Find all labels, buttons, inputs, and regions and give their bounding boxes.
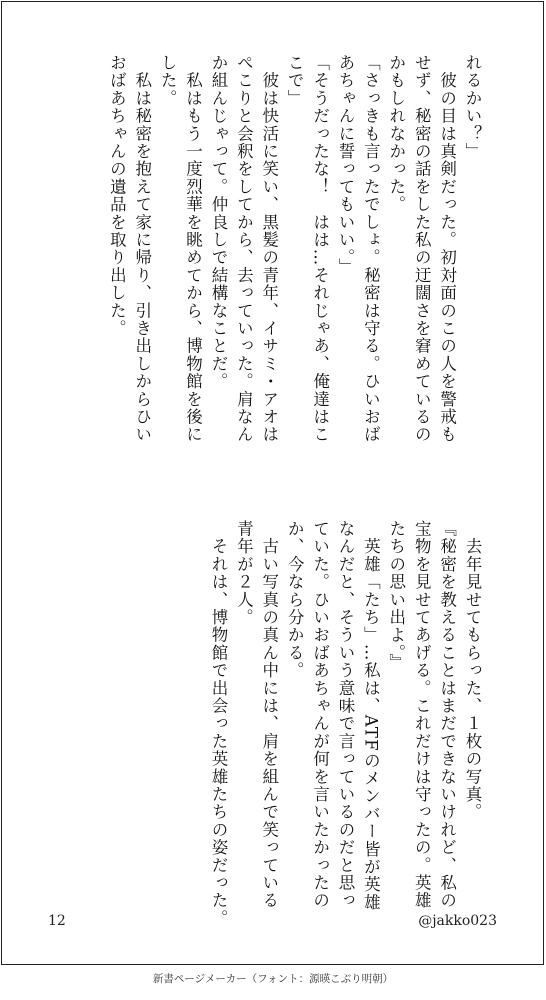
text-line: か、今なら分かる。 <box>285 520 305 680</box>
text-line: おばあちゃんの遺品を取り出した。 <box>107 54 127 338</box>
text-line: こで」 <box>285 54 305 108</box>
text-line: 古い写真の真ん中には、肩を組んで笑っている <box>259 520 279 910</box>
text-line: 去年見せてもらった、１枚の写真。 <box>463 520 482 821</box>
text-line: れるかい？」 <box>463 54 482 161</box>
text-line: 宝物を見せてあげる。これだけは守ったの。英雄 <box>412 520 432 910</box>
text-line: たちの思い出よ。』 <box>386 520 406 672</box>
text-line: か組んじゃって。仲良しで結構なことだ。 <box>208 54 228 391</box>
upper-text-block <box>104 54 485 472</box>
text-line: それは、博物館で出会った英雄たちの姿だった。 <box>208 520 228 928</box>
author-handle: @jakko023 <box>418 913 497 929</box>
text-line: ていた。ひいおばあちゃんが何を言いたかったの <box>310 520 330 910</box>
text-line: した。 <box>158 54 178 108</box>
page-number: 12 <box>48 913 66 929</box>
text-line: 「そうだったな！ はは…それじゃあ、俺達はこ <box>310 54 330 444</box>
text-line: ぺこりと会釈をしてから、去っていった。肩なん <box>234 54 254 444</box>
text-line: 彼は快活に笑い、黒髪の青年、イサミ・アオは <box>259 54 279 444</box>
text-line: せず、秘密の話をした私の迂闊さを窘めているの <box>412 54 432 444</box>
text-line: なんだと、そういう意味で言っているのだと思っ <box>335 520 355 910</box>
book-page <box>1 1 544 965</box>
text-line: 「さっきも言ったでしょ。秘密は守る。ひいおば <box>361 54 381 444</box>
text-line: 私はもう一度烈華を眺めてから、博物館を後に <box>183 54 203 444</box>
text-line: 英雄「たち」…私は、ATFのメンバー皆が英雄 <box>361 520 381 912</box>
text-line: 青年が２人。 <box>234 520 254 627</box>
text-line: 『秘密を教えることはまだできないけれど、私の <box>437 520 457 910</box>
text-line: あちゃんに誓ってもいい。」 <box>335 54 355 276</box>
text-line: かもしれなかった。 <box>386 54 406 214</box>
text-line: 彼の目は真剣だった。初対面のこの人を警戒も <box>437 54 457 444</box>
text-line: 私は秘密を抱えて家に帰り、引き出しからひい <box>132 54 152 444</box>
footer-credit: 新書ページメーカー（フォント：源暎こぶり明朝） <box>152 973 394 985</box>
